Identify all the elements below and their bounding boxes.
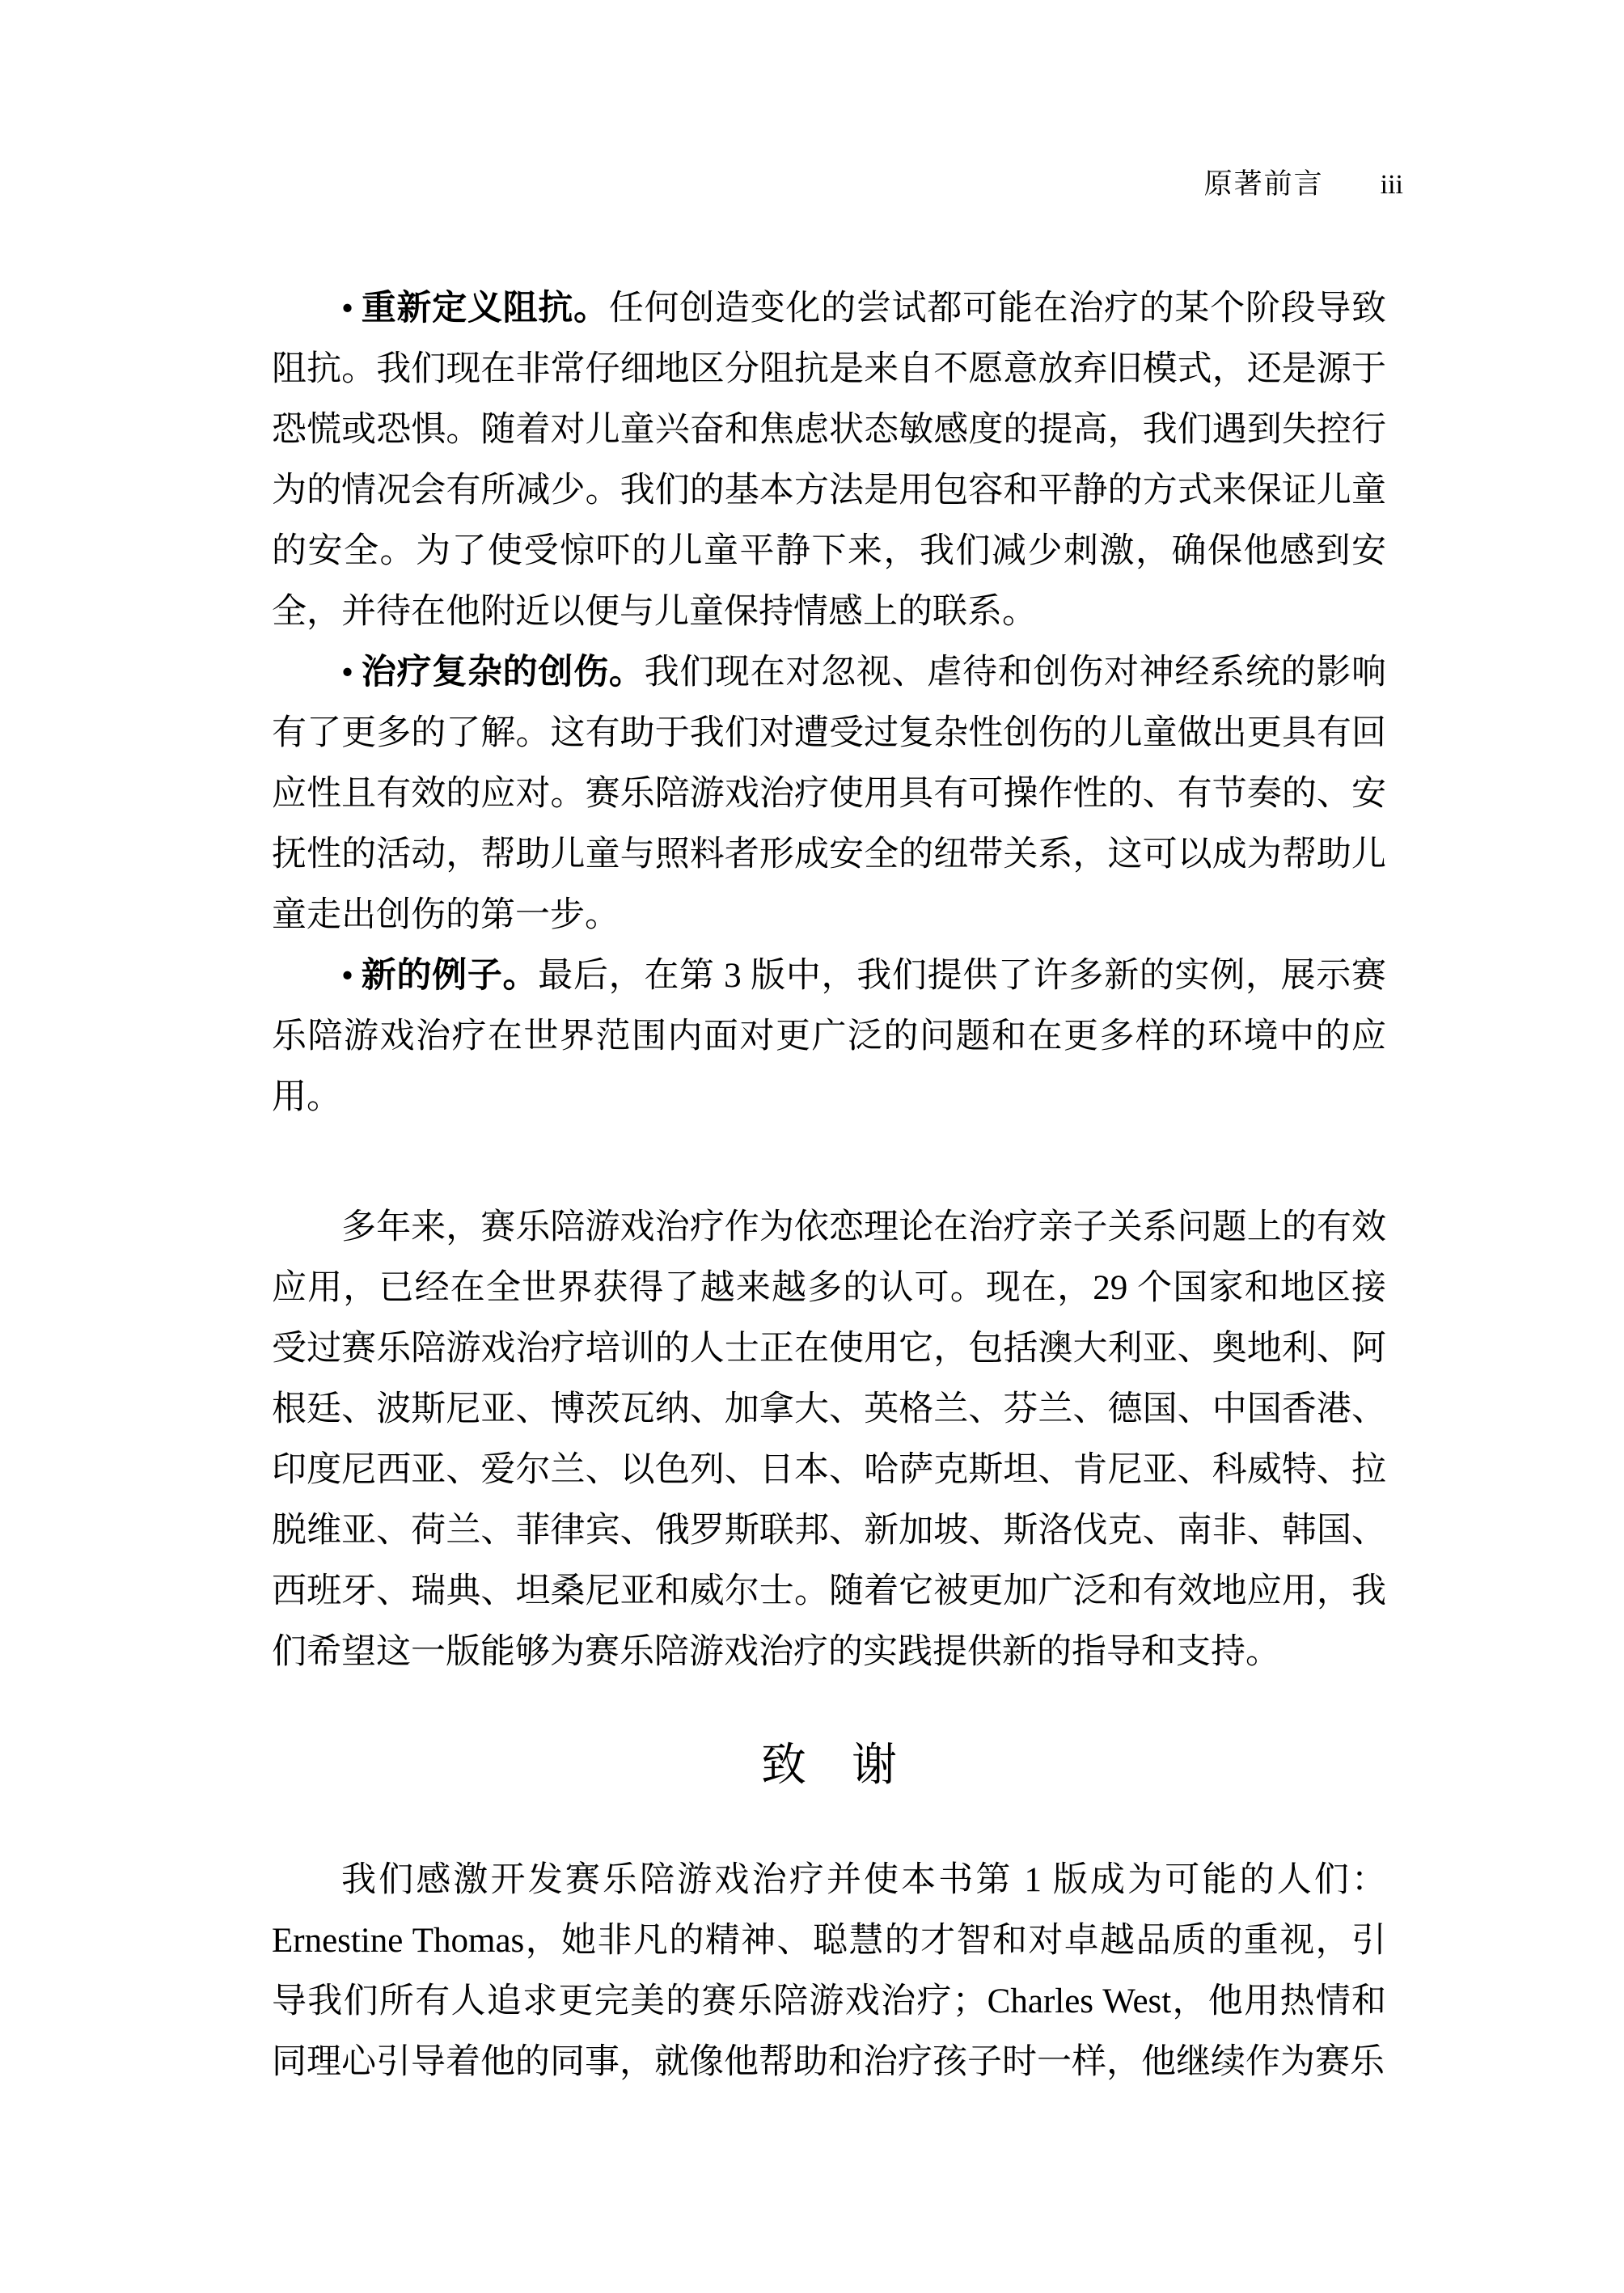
bullet-text: 最后，在第 3 版中，我们提供了许多新的实例，展示赛乐陪游戏治疗在世界范围内面对更广泛的问题和在更多样的环境中的应用。 bbox=[272, 957, 1386, 1116]
bullet-text: 我们现在对忽视、虐待和创伤对神经系统的影响有了更多的了解。这有助于我们对遭受过复杂性创伤的儿童做出更具有回应性且有效的应对。赛乐陪游戏治疗使用具有可操作性的、有节奏的、安抚性的活动，帮助儿童与照料者形成安全的纽带关系，这可以成为帮助儿童走出创伤的第一步。 bbox=[272, 654, 1387, 934]
bullet-lead: 新的例子。 bbox=[361, 957, 539, 995]
running-header bbox=[1204, 162, 1403, 202]
bullet-item-treating-complex-trauma bbox=[272, 642, 1386, 946]
bullet-item-new-examples bbox=[272, 946, 1386, 1127]
bullet-dot-icon: • bbox=[341, 957, 354, 995]
paragraph-worldwide-recognition: 多年来，赛乐陪游戏治疗作为依恋理论在治疗亲子关系问题上的有效应用，已经在全世界获得了越来越多的认可。现在，29 个国家和地区接受过赛乐陪游戏治疗培训的人士正在使用它，包括澳大利亚、奥地利、阿根廷、波斯尼亚、博茨瓦纳、加拿大、英格兰、芬兰、德国、中国香港、印度尼西亚、爱尔兰、以色列、日本、哈萨克斯坦、肯尼亚、科威特、拉脱维亚、荷兰、菲律宾、俄罗斯联邦、新加坡、斯洛伐克、南非、韩国、西班牙、瑞典、坦桑尼亚和威尔士。随着它被更加广泛和有效地应用，我们希望这一版能够为赛乐陪游戏治疗的实践提供新的指导和支持。 bbox=[272, 1208, 1386, 1671]
running-header-section-title: 原著前言 bbox=[1203, 168, 1324, 200]
acknowledgements-heading: 致 谢 bbox=[761, 1739, 897, 1790]
bullet-dot-icon: • bbox=[341, 290, 354, 328]
bullet-lead: 重新定义阻抗。 bbox=[361, 290, 609, 328]
bullet-lead: 治疗复杂的创伤。 bbox=[361, 654, 645, 692]
paragraph-acknowledgements: 我们感激开发赛乐陪游戏治疗并使本书第 1 版成为可能的人们：Ernestine Thomas，她非凡的精神、聪慧的才智和对卓越品质的重视，引导我们所有人追求更完美的赛乐陪游戏治疗；Charles West，他用热情和同理心引导着他的同事，就像他帮助和治疗孩子时一样，他继续作为赛乐 bbox=[272, 1861, 1386, 2081]
body-text-block bbox=[272, 278, 1386, 2092]
bullet-item-redefine-resistance bbox=[272, 278, 1386, 642]
bullet-text: 任何创造变化的尝试都可能在治疗的某个阶段导致阻抗。我们现在非常仔细地区分阻抗是来自不愿意放弃旧模式，还是源于恐慌或恐惧。随着对儿童兴奋和焦虑状态敏感度的提高，我们遇到失控行为的情况会有所减少。我们的基本方法是用包容和平静的方式来保证儿童的安全。为了使受惊吓的儿童平静下来，我们减少刺激，确保他感到安全，并待在他附近以便与儿童保持情感上的联系。 bbox=[272, 290, 1387, 631]
page-number: iii bbox=[1380, 170, 1403, 200]
bullet-dot-icon: • bbox=[341, 654, 354, 692]
